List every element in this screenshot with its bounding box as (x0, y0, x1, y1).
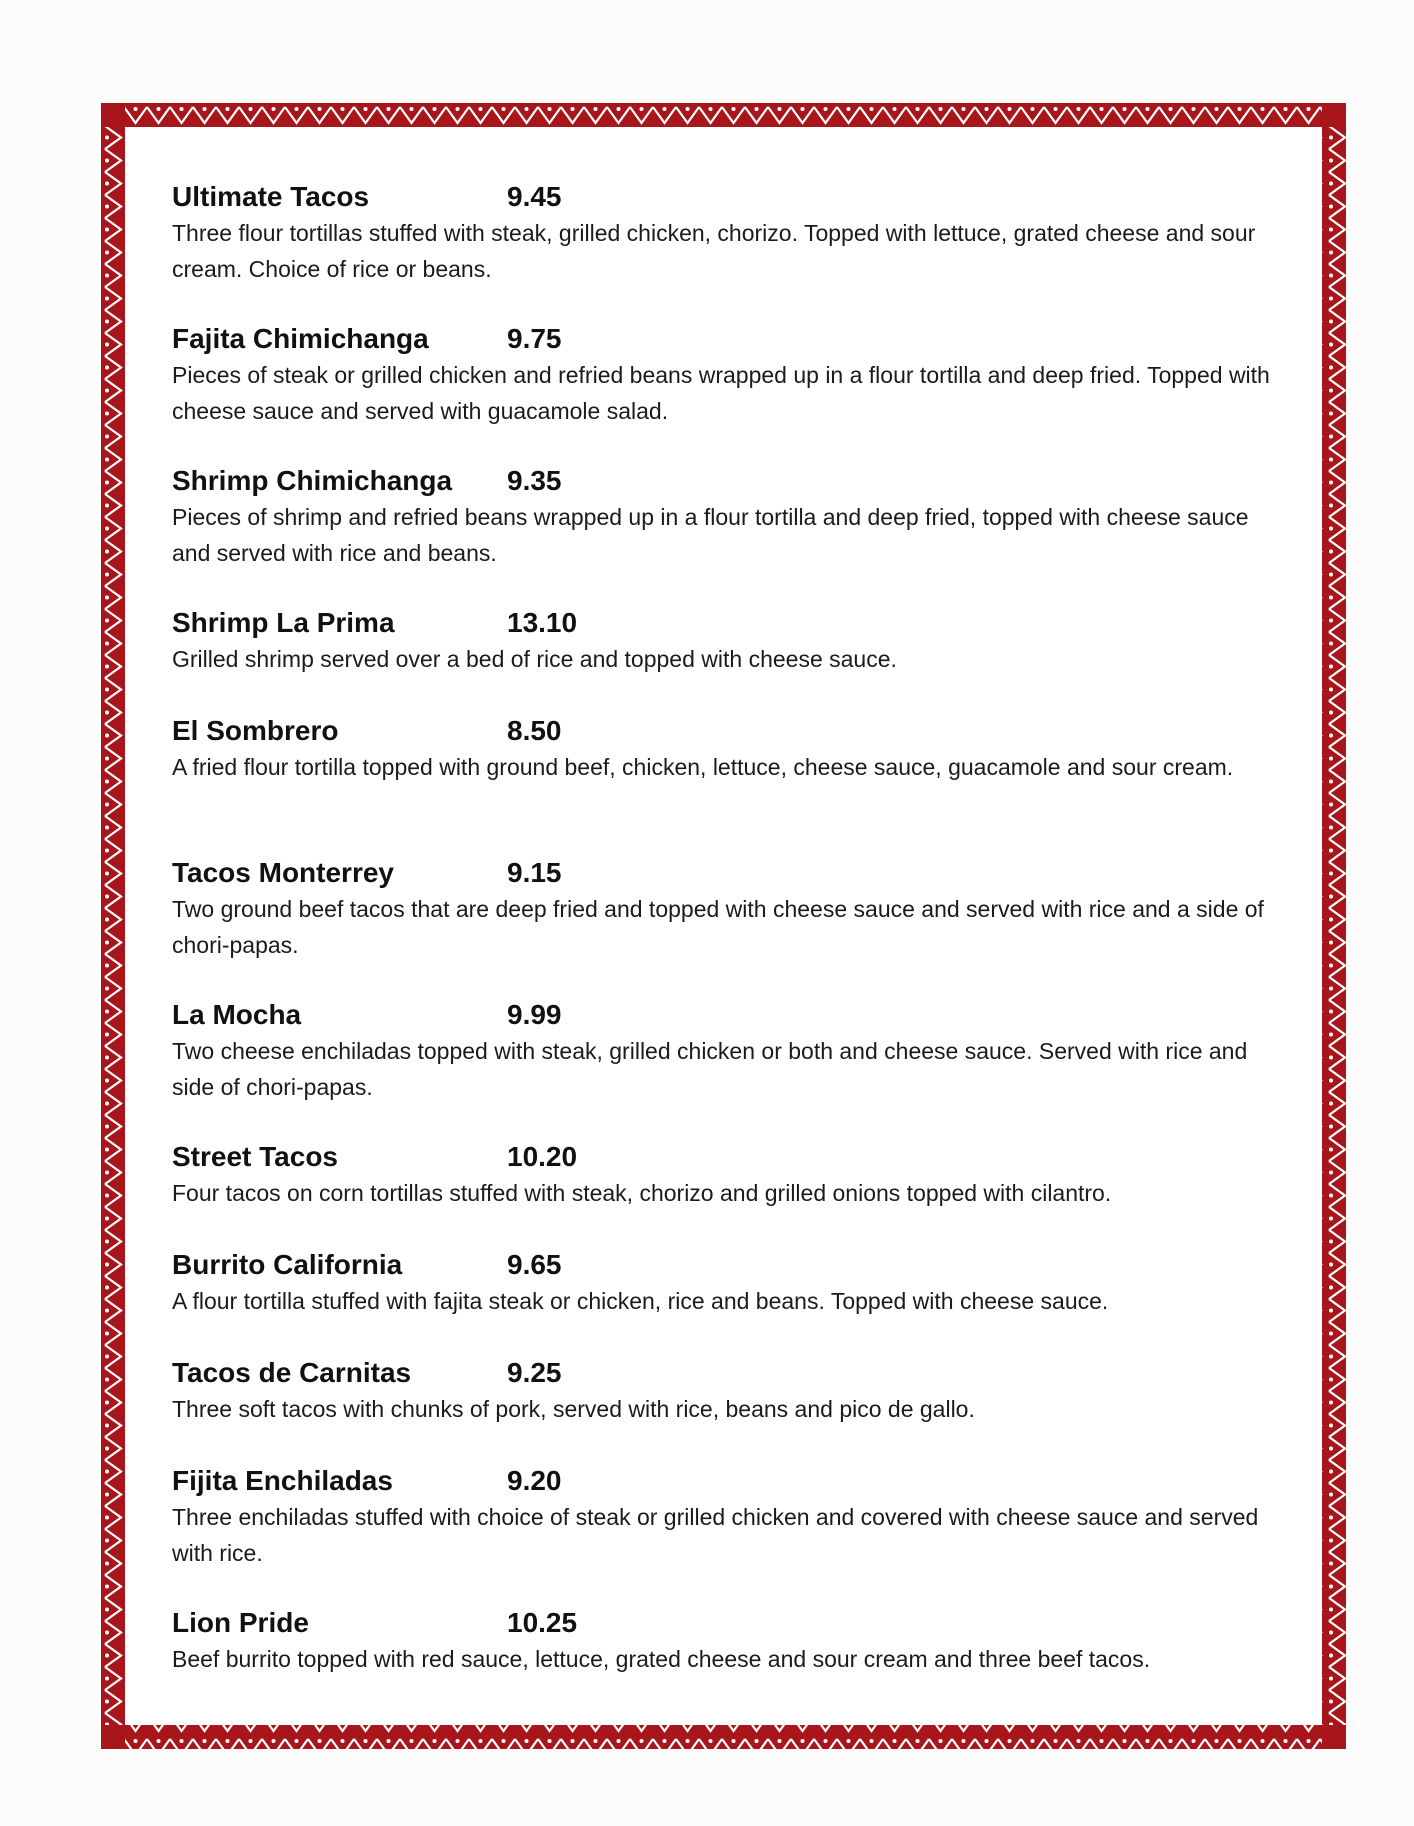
item-description: Two ground beef tacos that are deep fried and topped with cheese sauce and served with rice and a side of chori-papas. (172, 896, 1264, 958)
item-description: Three soft tacos with chunks of pork, served with rice, beans and pico de gallo. (172, 1396, 975, 1422)
item-name: Shrimp Chimichanga (172, 465, 453, 496)
item-name: Tacos Monterrey (172, 857, 394, 888)
item-name: Ultimate Tacos (172, 181, 370, 212)
menu-item-el-sombrero (172, 713, 1275, 855)
item-description: A flour tortilla stuffed with fajita steak or chicken, rice and beans. Topped with cheese sauce. (172, 1288, 1109, 1314)
item-price: 10.20 (507, 1141, 578, 1172)
item-price: 9.45 (507, 181, 562, 212)
menu-item-burrito-california (172, 1247, 1275, 1355)
menu-item-street-tacos (172, 1139, 1275, 1247)
item-price: 10.25 (507, 1607, 578, 1638)
item-header (172, 463, 1275, 499)
menu-item-lion-pride (172, 1605, 1275, 1713)
item-price: 9.99 (507, 999, 562, 1030)
item-name: Fajita Chimichanga (172, 323, 429, 354)
item-description: Three enchiladas stuffed with choice of steak or grilled chicken and covered with cheese sauce and served with rice. (172, 1504, 1259, 1566)
item-header (172, 1139, 1275, 1175)
item-description: Grilled shrimp served over a bed of rice and topped with cheese sauce. (172, 646, 897, 672)
menu-item-tacos-de-carnitas (172, 1355, 1275, 1463)
item-description: A fried flour tortilla topped with ground beef, chicken, lettuce, cheese sauce, guacamole and sour cream. (172, 754, 1234, 780)
menu-item-shrimp-chimichanga (172, 463, 1275, 605)
item-name: Tacos de Carnitas (172, 1357, 412, 1388)
item-header (172, 1605, 1275, 1641)
item-header (172, 713, 1275, 749)
menu-page (125, 127, 1322, 1725)
item-description: Pieces of shrimp and refried beans wrapped up in a flour tortilla and deep fried, topped with cheese sauce and served with rice and beans. (172, 504, 1249, 566)
item-header (172, 179, 1275, 215)
item-description: Four tacos on corn tortillas stuffed with steak, chorizo and grilled onions topped with cilantro. (172, 1180, 1112, 1206)
item-header (172, 855, 1275, 891)
item-price: 13.10 (507, 607, 578, 638)
item-description: Beef burrito topped with red sauce, lettuce, grated cheese and sour cream and three beef tacos. (172, 1646, 1151, 1672)
item-description: Three flour tortillas stuffed with steak, grilled chicken, chorizo. Topped with lettuce, grated cheese and sour cream. Choice of rice or beans. (172, 220, 1256, 282)
item-header (172, 321, 1275, 357)
menu-border-frame (101, 103, 1346, 1749)
item-name: Shrimp La Prima (172, 607, 395, 638)
item-price: 9.20 (507, 1465, 562, 1496)
item-description: Pieces of steak or grilled chicken and refried beans wrapped up in a flour tortilla and deep fried. Topped with cheese sauce and served with guacamole salad. (172, 362, 1270, 424)
menu-item-fajita-chimichanga (172, 321, 1275, 463)
item-name: Lion Pride (172, 1607, 309, 1638)
item-price: 9.65 (507, 1249, 562, 1280)
item-price: 9.15 (507, 857, 562, 888)
item-header (172, 1463, 1275, 1499)
menu-item-la-mocha (172, 997, 1275, 1139)
item-name: Street Tacos (172, 1141, 338, 1172)
item-name: El Sombrero (172, 715, 339, 746)
item-header (172, 1355, 1275, 1391)
item-header (172, 605, 1275, 641)
item-header (172, 997, 1275, 1033)
item-name: Fijita Enchiladas (172, 1465, 393, 1496)
item-name: Burrito California (172, 1249, 403, 1280)
menu-item-ultimate-tacos (172, 179, 1275, 321)
menu-list (172, 179, 1275, 1713)
menu-item-tacos-monterrey (172, 855, 1275, 997)
item-price: 9.25 (507, 1357, 562, 1388)
item-price: 9.75 (507, 323, 562, 354)
item-header (172, 1247, 1275, 1283)
item-name: La Mocha (172, 999, 302, 1030)
item-price: 9.35 (507, 465, 562, 496)
menu-item-fijita-enchiladas (172, 1463, 1275, 1605)
menu-item-shrimp-la-prima (172, 605, 1275, 713)
item-description: Two cheese enchiladas topped with steak, grilled chicken or both and cheese sauce. Served with rice and side of chori-papas. (172, 1038, 1248, 1100)
item-price: 8.50 (507, 715, 562, 746)
